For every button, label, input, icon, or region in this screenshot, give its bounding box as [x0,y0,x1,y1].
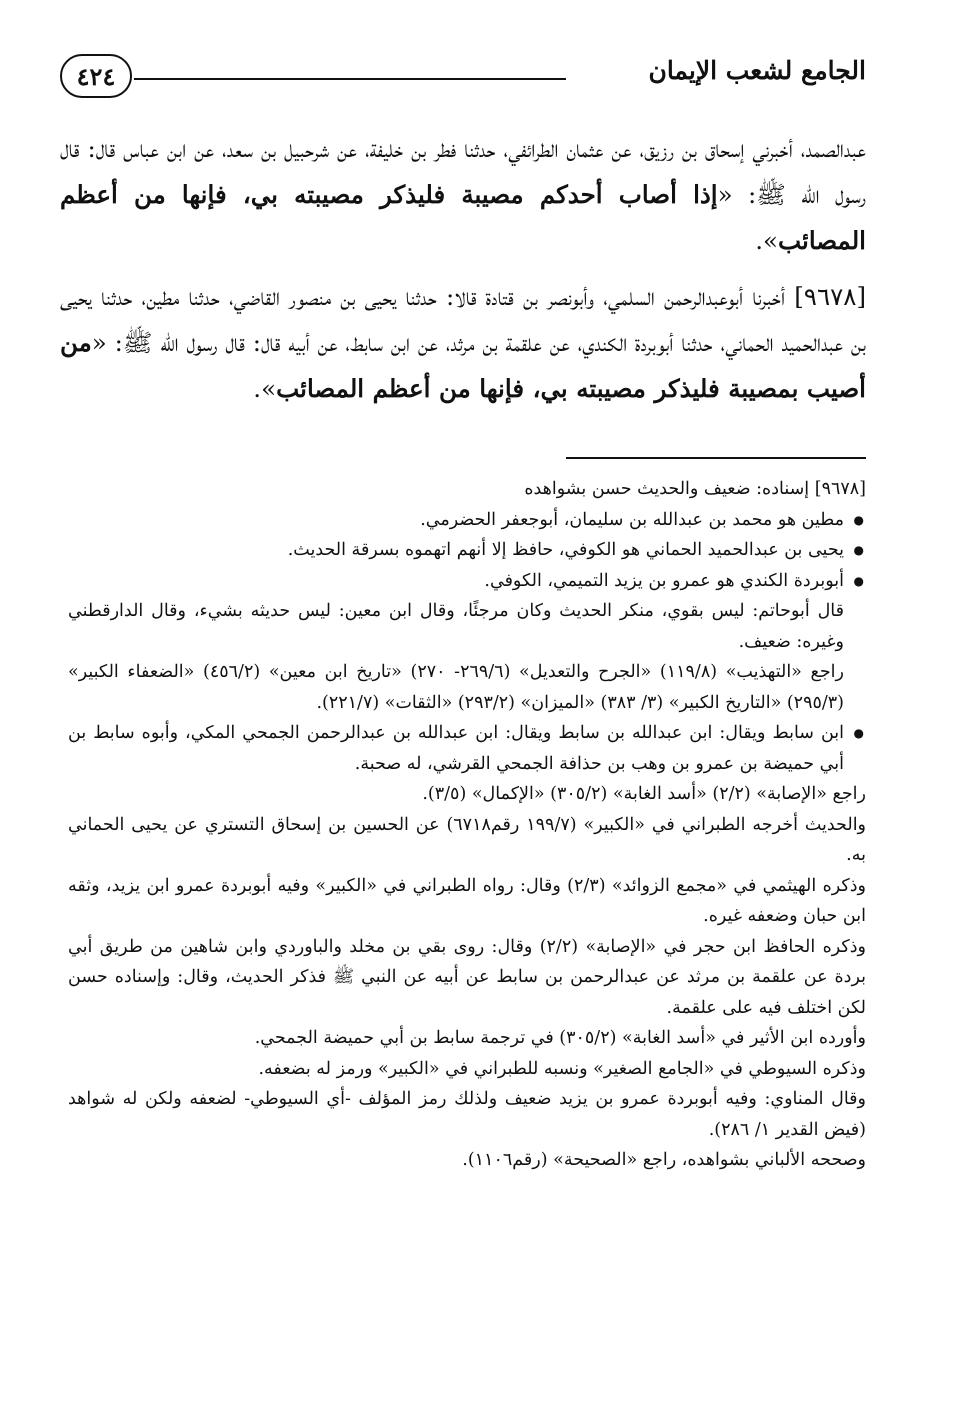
footnotes [68,474,866,1176]
footnote-bullet: ● أبوبردة الكندي هو عمرو بن يزيد التميمي، الكوفي. [68,566,866,597]
hadith-matn: إذا أصاب أحدكم مصيبة فليذكر مصيبته بي، فإنها من أعظم المصائب [60,180,866,255]
footnote-line: وذكره الهيثمي في «مجمع الزوائد» (٢/٣) وقال: رواه الطبراني في «الكبير» وفيه أبوبردة عمرو ابن يزيد، وثقه ابن حبان وضعفه غيره. [68,875,866,926]
footnote-bullet: ● مطين هو محمد بن عبدالله بن سليمان، أبوجعفر الحضرمي. [68,505,866,536]
footnote-line: وقال المناوي: وفيه أبوبردة عمرو بن يزيد ضعيف ولذلك رمز المؤلف -أي السيوطي- لضعفه ولكن له شواهد (فيض القدير ١/ ٢٨٦). [68,1089,866,1140]
footnote-line: قال أبوحاتم: ليس بقوي، منكر الحديث وكان مرجئًا، وقال ابن معين: ليس حديثه بشيء، وقال الدارقطني وغيره: ضعيف. [68,601,844,652]
main-text [60,126,866,422]
header-rule [134,78,566,80]
running-title: الجامع لشعب الإيمان [648,56,866,85]
footnote-bullet: ● ابن سابط ويقال: ابن عبدالله بن سابط ويقال: ابن عبدالله بن عبدالرحمن الجمحي المكي، وأبوه سابط بن أبي حميضة بن عمرو بن وهب بن حذافة الجمحي القرشي، له صحبة. [68,718,866,779]
footnote-line: راجع «التهذيب» (١١٩/٨) «الجرح والتعديل» (٢٦٩/٦- ٢٧٠) «تاريخ ابن معين» (٤٥٦/٢) «الضعفاء الكبير» (٢٩٥/٣) «التاريخ الكبير» (٣/ ٣٨٣) «الميزان» (٢٩٣/٢) «الثقات» (٢٢١/٧). [68,662,844,713]
footnote-line: وذكره الحافظ ابن حجر في «الإصابة» (٢/٢) وقال: روى بقي بن مخلد والباوردي وابن شاهين من طريق أبي بردة عن علقمة بن مرثد عن عبدالرحمن بن سابط عن أبيه عن النبي ﷺ فذكر الحديث، وقال: وإسناده حسن لكن اختلف فيه على علقمة. [68,936,866,1018]
footnote-line: وأورده ابن الأثير في «أسد الغابة» (٣٠٥/٢) في ترجمة سابط بن أبي حميضة الجمحي. [254,1028,866,1048]
hadith-matn: من أصيب بمصيبة فليذكر مصيبته بي، فإنها من أعظم المصائب [60,328,866,403]
footnote-heading: [٩٦٧٨] إسناده: ضعيف والحديث حسن بشواهده [524,479,866,499]
page-header [60,52,866,104]
page-number: ٤٢٤ [60,54,132,98]
footnote-line: راجع «الإصابة» (٢/٢) «أسد الغابة» (٣٠٥/٢) «الإكمال» (٣/٥). [422,784,866,804]
hadith-paragraph: عبدالصمد، أخبرني إسحاق بن رزيق، عن عثمان الطرائفي، حدثنا فطر بن خليفة، عن شرحبيل بن سعد، عن ابن عباس قال: قال رسول الله ﷺ: «إذا أصاب أحدكم مصيبة فليذكر مصيبته بي، فإنها من أعظم المصائب». [60,134,866,255]
hadith-paragraph: [٩٦٧٨] أخبرنا أبوعبدالرحمن السلمي، وأبونصر بن قتادة قالا: حدثنا يحيى بن منصور القاضي، حدثنا مطين، حدثنا يحيى بن عبدالحميد الحماني، حدثنا أبوبردة الكندي، عن علقمة بن مرثد، عن ابن سابط، عن أبيه قال: قال رسول الله ﷺ: «من أصيب بمصيبة فليذكر مصيبته بي، فإنها من أعظم المصائب». [60,282,866,403]
footnote-line: والحديث أخرجه الطبراني في «الكبير» (١٩٩/٧ رقم٦٧١٨) عن الحسين بن إسحاق التستري عن يحيى الحماني به. [68,814,867,865]
footnote-divider [566,457,866,459]
footnote-line: وصححه الألباني بشواهده، راجع «الصحيحة» (رقم١١٠٦). [462,1150,866,1170]
footnote-bullet: ● يحيى بن عبدالحميد الحماني هو الكوفي، حافظ إلا أنهم اتهموه بسرقة الحديث. [68,535,866,566]
footnote-line: وذكره السيوطي في «الجامع الصغير» ونسبه للطبراني في «الكبير» ورمز له بضعفه. [258,1058,866,1079]
